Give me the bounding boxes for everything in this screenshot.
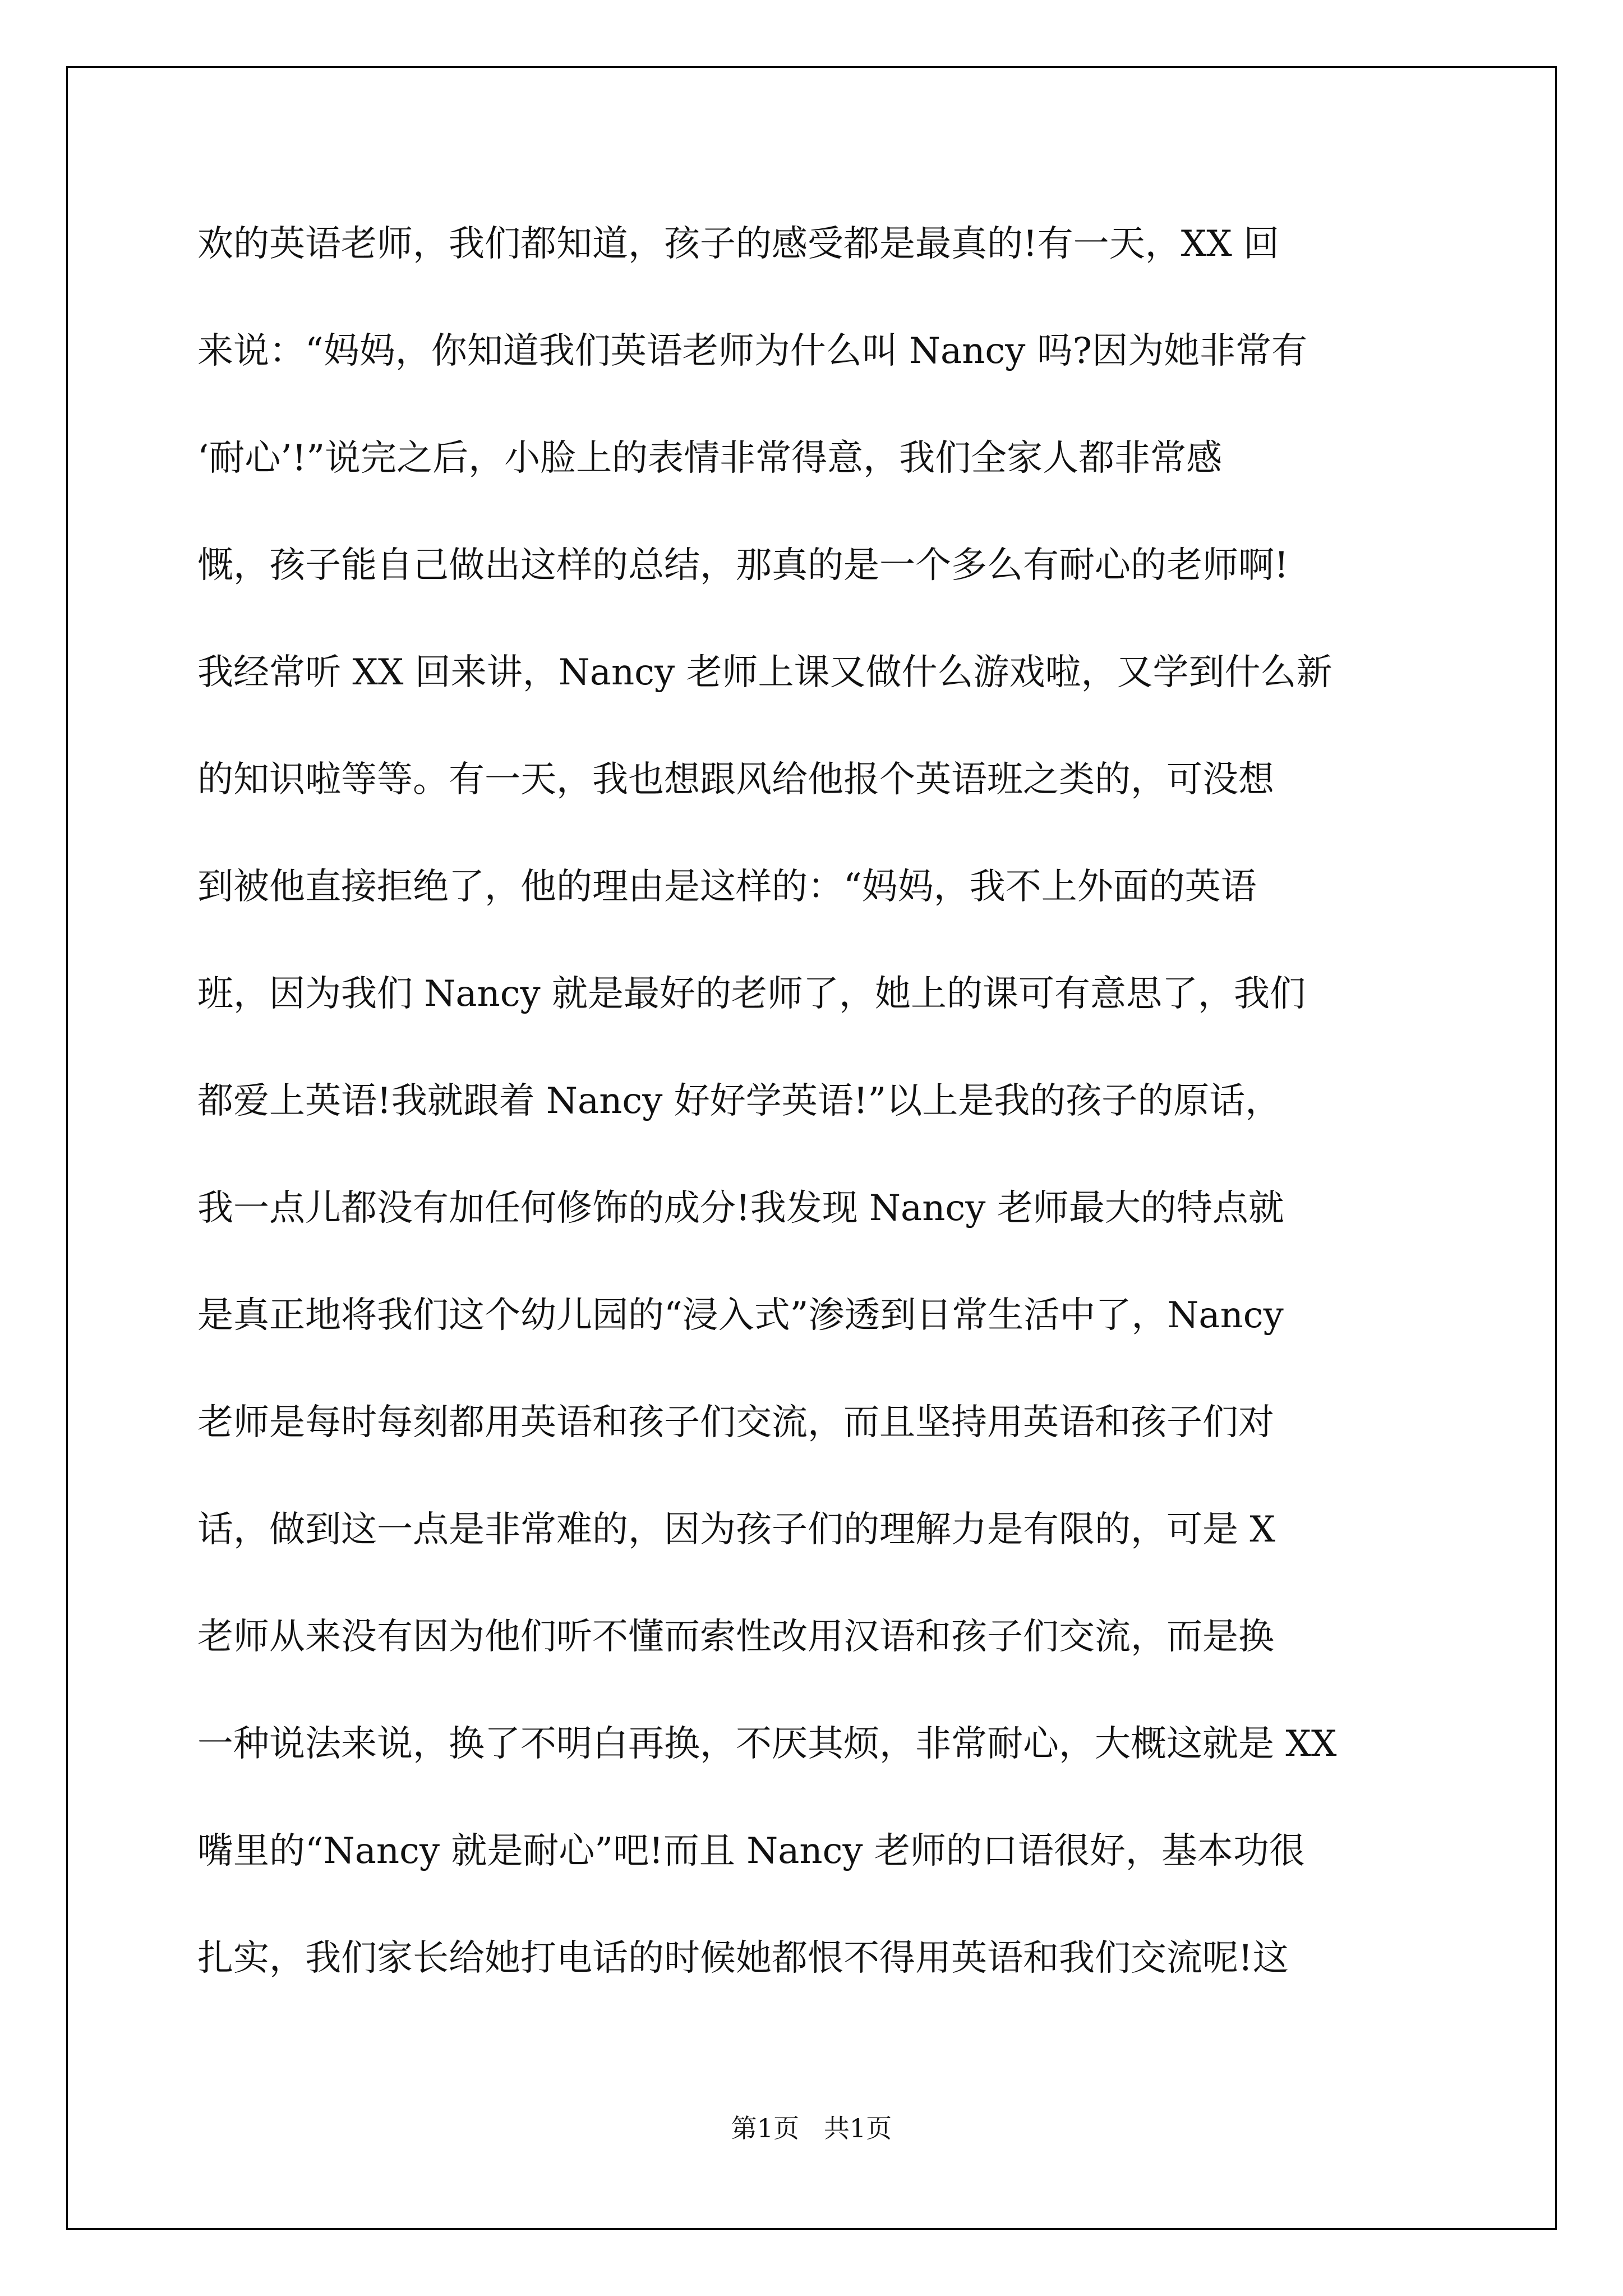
text-line: 我经常听 XX 回来讲，Nancy 老师上课又做什么游戏啦，又学到什么新 bbox=[197, 652, 1332, 693]
text-line: 班，因为我们 Nancy 就是最好的老师了，她上的课可有意思了，我们 bbox=[197, 973, 1306, 1015]
text-line: 嘴里的“Nancy 就是耐心”吧!而且 Nancy 老师的口语很好，基本功很 bbox=[197, 1830, 1305, 1872]
text-line: 到被他直接拒绝了，他的理由是这样的：“妈妈，我不上外面的英语 bbox=[197, 866, 1257, 908]
text-line: 扎实，我们家长给她打电话的时候她都恨不得用英语和我们交流呢!这 bbox=[197, 1938, 1289, 1979]
text-line: 都爱上英语!我就跟着 Nancy 好好学英语!”以上是我的孩子的原话， bbox=[197, 1080, 1281, 1122]
text-line: 欢的英语老师，我们都知道，孩子的感受都是最真的!有一天，XX 回 bbox=[197, 223, 1280, 265]
page-number-footer: 第1页 共1页 bbox=[731, 2113, 892, 2143]
text-line: 的知识啦等等。有一天，我也想跟风给他报个英语班之类的，可没想 bbox=[197, 759, 1274, 800]
text-line: 话，做到这一点是非常难的，因为孩子们的理解力是有限的，可是 X bbox=[197, 1509, 1275, 1550]
text-line: 我一点儿都没有加任何修饰的成分!我发现 Nancy 老师最大的特点就 bbox=[197, 1188, 1284, 1229]
text-line: 老师从来没有因为他们听不懂而索性改用汉语和孩子们交流，而是换 bbox=[197, 1616, 1274, 1658]
text-line: 慨，孩子能自己做出这样的总结，那真的是一个多么有耐心的老师啊! bbox=[197, 545, 1289, 586]
text-line: ‘耐心’!”说完之后，小脸上的表情非常得意，我们全家人都非常感 bbox=[197, 438, 1223, 479]
text-line: 是真正地将我们这个幼儿园的“浸入式”渗透到日常生活中了，Nancy bbox=[197, 1295, 1284, 1336]
text-line: 老师是每时每刻都用英语和孩子们交流，而且坚持用英语和孩子们对 bbox=[197, 1402, 1274, 1443]
text-line: 一种说法来说，换了不明白再换，不厌其烦，非常耐心，大概这就是 XX bbox=[197, 1723, 1337, 1765]
text-line: 来说：“妈妈，你知道我们英语老师为什么叫 Nancy 吗?因为她非常有 bbox=[197, 330, 1308, 372]
body-text bbox=[197, 213, 1431, 2035]
